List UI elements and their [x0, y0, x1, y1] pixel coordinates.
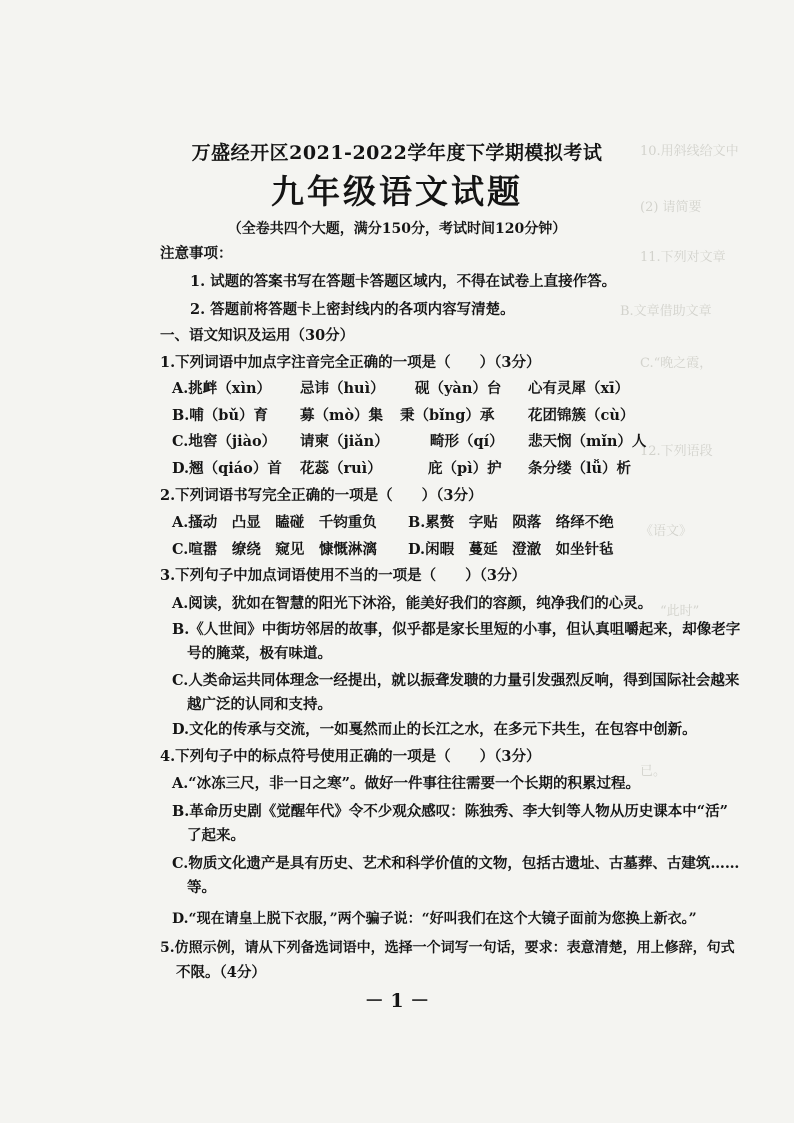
question-3-option-a: A.阅读，犹如在智慧的阳光下沐浴，能美好我们的容颜，纯净我们的心灵。	[172, 595, 653, 612]
question-4-option-c-cont: 等。	[187, 879, 216, 896]
section-heading: 一、语文知识及运用（30分）	[160, 327, 355, 344]
question-3-stem: 3.下列句子中加点词语使用不当的一项是（ ）（3分）	[160, 567, 526, 584]
exam-page: 10.用斜线给文中 (2) 请简要 11.下列对文章 B.文章借助文章 C.“晚之霞， 12.下列语段 《语文》 “此时” 已。 万盛经开区2021-2022学年度下学期模拟考试 九年级语文试题 （全卷共四个大题，满分150分，考试时间120分钟） 注意事项： 1. 试题的答案书写在答题卡答题区域内，不得在试卷上直接作答。 2. 答题前将答题卡上密封线内的各项内容写清楚。 一、语文知识及运用（30分） 1.下列词语中加点字注音完全正确的一项是（ ）（3分） A.挑衅（xìn） 忌讳（huì） 砚（yàn）台 心有灵犀（xī） B.哺（bǔ）育 募（mò）集 秉（bǐng）承 花团锦簇（cù） C.地窖（jiào） 请柬（jiǎn） 畸形（qí） 悲天悯（mǐn）人 D.翘（qiáo）首 花蕊（ruì） 庇（pì）护 条分缕（lǚ）析 2.下列词语书写完全正确的一项是（ ）（3分） A.搔动 凸显 瞌碰 千钧重负 B.累赘 字贴 陨落 络绎不绝 C.喧嚣 缭绕 窥见 慷慨淋漓 D.闲暇 蔓延 澄澈 如坐针毡 3.下列句子中加点词语使用不当的一项是（ ）（3分） A.阅读，犹如在智慧的阳光下沐浴，能美好我们的容颜，纯净我们的心灵。 B.《人世间》中街坊邻居的故事，似乎都是家长里短的小事，但认真咀嚼起来，却像老字 号的腌菜，极有味道。 C.人类命运共同体理念一经提出，就以振聋发聩的力量引发强烈反响，得到国际社会越来 越广泛的认同和支持。 D.文化的传承与交流，一如戛然而止的长江之水，在多元下共生，在包容中创新。 4.下列句子中的标点符号使用正确的一项是（ ）（3分） A.“冰冻三尺，非一日之寒”。做好一件事往往需要一个长期的积累过程。 B.革命历史剧《觉醒年代》令不少观众感叹：陈独秀、李大钊等人物从历史课本中“活” 了起来。 C.物质文化遗产是具有历史、艺术和科学价值的文物，包括古遗址、古墓葬、古建筑…… 等。 D.“现在请皇上脱下衣服，”两个骗子说：“好叫我们在这个大镜子面前为您换上新衣。” 5.仿照示例，请从下列备选词语中，选择一个词写一句话，要求：表意清楚，用上修辞，句式 不限。（4分） － 1 －	[0, 0, 794, 1123]
question-5-stem: 5.仿照示例，请从下列备选词语中，选择一个词写一句话，要求：表意清楚，用上修辞，句式	[160, 940, 735, 956]
question-5-stem-cont: 不限。（4分）	[176, 964, 266, 981]
question-3-option-c: C.人类命运共同体理念一经提出，就以振聋发聩的力量引发强烈反响，得到国际社会越来	[172, 672, 740, 689]
question-1-stem: 1.下列词语中加点字注音完全正确的一项是（ ）（3分）	[160, 354, 541, 371]
exam-title: 万盛经开区2021-2022学年度下学期模拟考试	[191, 142, 603, 164]
page-number: － 1 －	[364, 990, 430, 1012]
question-3-option-b-cont: 号的腌菜，极有味道。	[187, 645, 332, 662]
subject-title: 九年级语文试题	[271, 172, 523, 211]
notice-item-1: 1. 试题的答案书写在答题卡答题区域内，不得在试卷上直接作答。	[190, 273, 617, 290]
question-4-option-c: C.物质文化遗产是具有历史、艺术和科学价值的文物，包括古遗址、古墓葬、古建筑……	[172, 855, 740, 872]
exam-info: （全卷共四个大题，满分150分，考试时间120分钟）	[227, 221, 567, 237]
question-4-stem: 4.下列句子中的标点符号使用正确的一项是（ ）（3分）	[160, 748, 541, 765]
question-2-stem: 2.下列词语书写完全正确的一项是（ ）（3分）	[160, 487, 483, 504]
question-4-option-b-cont: 了起来。	[187, 827, 245, 844]
notice-label: 注意事项：	[160, 245, 233, 262]
question-4-option-b: B.革命历史剧《觉醒年代》令不少观众感叹：陈独秀、李大钊等人物从历史课本中“活”	[172, 803, 728, 820]
question-3-option-c-cont: 越广泛的认同和支持。	[187, 696, 332, 713]
question-3-option-d: D.文化的传承与交流，一如戛然而止的长江之水，在多元下共生，在包容中创新。	[172, 721, 697, 738]
question-4-option-a: A.“冰冻三尺，非一日之寒”。做好一件事往往需要一个长期的积累过程。	[172, 775, 640, 792]
question-4-option-d: D.“现在请皇上脱下衣服，”两个骗子说：“好叫我们在这个大镜子面前为您换上新衣。”	[172, 911, 697, 927]
notice-item-2: 2. 答题前将答题卡上密封线内的各项内容写清楚。	[190, 301, 515, 318]
question-3-option-b: B.《人世间》中街坊邻居的故事，似乎都是家长里短的小事，但认真咀嚼起来，却像老字	[172, 621, 741, 638]
